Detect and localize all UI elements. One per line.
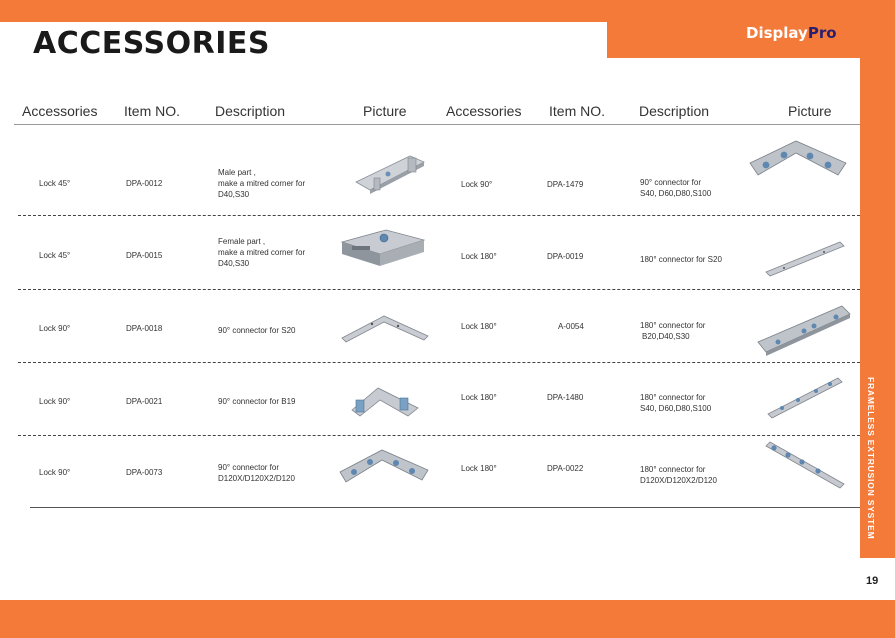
header-picture-right: Picture [788, 103, 832, 119]
right-row2-item: DPA-0019 [547, 252, 584, 261]
right-row5-item: DPA-0022 [547, 464, 584, 473]
row-divider [18, 362, 860, 363]
right-row2-accessory: Lock 180° [461, 252, 497, 261]
lock-180-d120-image [762, 440, 846, 490]
left-row2-desc3: D40,S30 [218, 259, 250, 268]
row-divider [18, 289, 860, 290]
left-row5-item: DPA-0073 [126, 468, 163, 477]
right-row3-desc2: B20,D40,S30 [642, 332, 690, 341]
left-row3-desc1: 90° connector for S20 [218, 326, 296, 335]
right-row3-item: A-0054 [558, 322, 584, 331]
left-row1-desc1: Male part , [218, 168, 256, 177]
lock-90-d120-image [338, 446, 430, 486]
right-row1-item: DPA-1479 [547, 180, 584, 189]
left-row1-desc2: make a mitred corner for [218, 179, 306, 188]
left-row2-accessory: Lock 45° [39, 251, 71, 260]
right-row4-desc1: 180° connector for [640, 393, 706, 402]
right-row1-accessory: Lock 90° [461, 180, 493, 189]
left-row3-item: DPA-0018 [126, 324, 163, 333]
female-lock-45-image [338, 224, 428, 270]
brand-logo [746, 24, 837, 42]
right-row2-desc1: 180° connector for S20 [640, 255, 722, 264]
lock-90-s40-image [748, 137, 848, 183]
left-row5-desc1: 90° connector for [218, 463, 280, 472]
side-label: FRAMELESS EXTRUSION SYSTEM [866, 377, 876, 540]
left-row1-item: DPA-0012 [126, 179, 163, 188]
right-row5-desc1: 180° connector for [640, 465, 706, 474]
left-row3-accessory: Lock 90° [39, 324, 71, 333]
row-divider [18, 435, 860, 436]
right-row4-desc2: S40, D60,D80,S100 [640, 404, 712, 413]
lock-90-s20-image [340, 310, 430, 344]
header-item-no-right: Item NO. [549, 103, 606, 119]
table-bottom-line [30, 507, 860, 508]
left-row2-desc1: Female part , [218, 237, 266, 246]
header-description-left: Description [215, 103, 286, 119]
lock-180-b20-image [756, 302, 852, 358]
bottom-orange-bar [0, 600, 895, 638]
header-accessories-left: Accessories [22, 103, 98, 119]
header-picture-left: Picture [363, 103, 407, 119]
right-row5-desc2: D120X/D120X2/D120 [640, 476, 717, 485]
header-accessories-right: Accessories [446, 103, 522, 119]
top-orange-bar [0, 0, 895, 22]
right-row3-accessory: Lock 180° [461, 322, 497, 331]
header-description-right: Description [639, 103, 710, 119]
row-divider [18, 215, 860, 216]
lock-90-b19-image [348, 382, 422, 420]
left-row4-accessory: Lock 90° [39, 397, 71, 406]
right-row1-desc2: S40, D60,D80,S100 [640, 189, 712, 198]
right-row4-item: DPA-1480 [547, 393, 584, 402]
header-divider [14, 124, 860, 125]
brand-pro: Pro [807, 24, 837, 42]
left-row1-accessory: Lock 45° [39, 179, 71, 188]
left-row5-accessory: Lock 90° [39, 468, 71, 477]
left-row1-desc3: D40,S30 [218, 190, 250, 199]
brand-display: Display [746, 24, 808, 42]
lock-180-s40-image [766, 374, 846, 420]
page-number: 19 [866, 575, 879, 587]
header-item-no-left: Item NO. [124, 103, 181, 119]
page-title: ACCESSORIES [33, 26, 270, 61]
left-row5-desc2: D120X/D120X2/D120 [218, 474, 295, 483]
left-row4-desc1: 90° connector for B19 [218, 397, 296, 406]
left-row4-item: DPA-0021 [126, 397, 163, 406]
right-row1-desc1: 90° connector for [640, 178, 702, 187]
right-row3-desc1: 180° connector for [640, 321, 706, 330]
right-row5-accessory: Lock 180° [461, 464, 497, 473]
right-row4-accessory: Lock 180° [461, 393, 497, 402]
male-lock-45-image [350, 152, 430, 197]
left-row2-item: DPA-0015 [126, 251, 163, 260]
lock-180-s20-image [764, 240, 846, 280]
left-row2-desc2: make a mitred corner for [218, 248, 306, 257]
